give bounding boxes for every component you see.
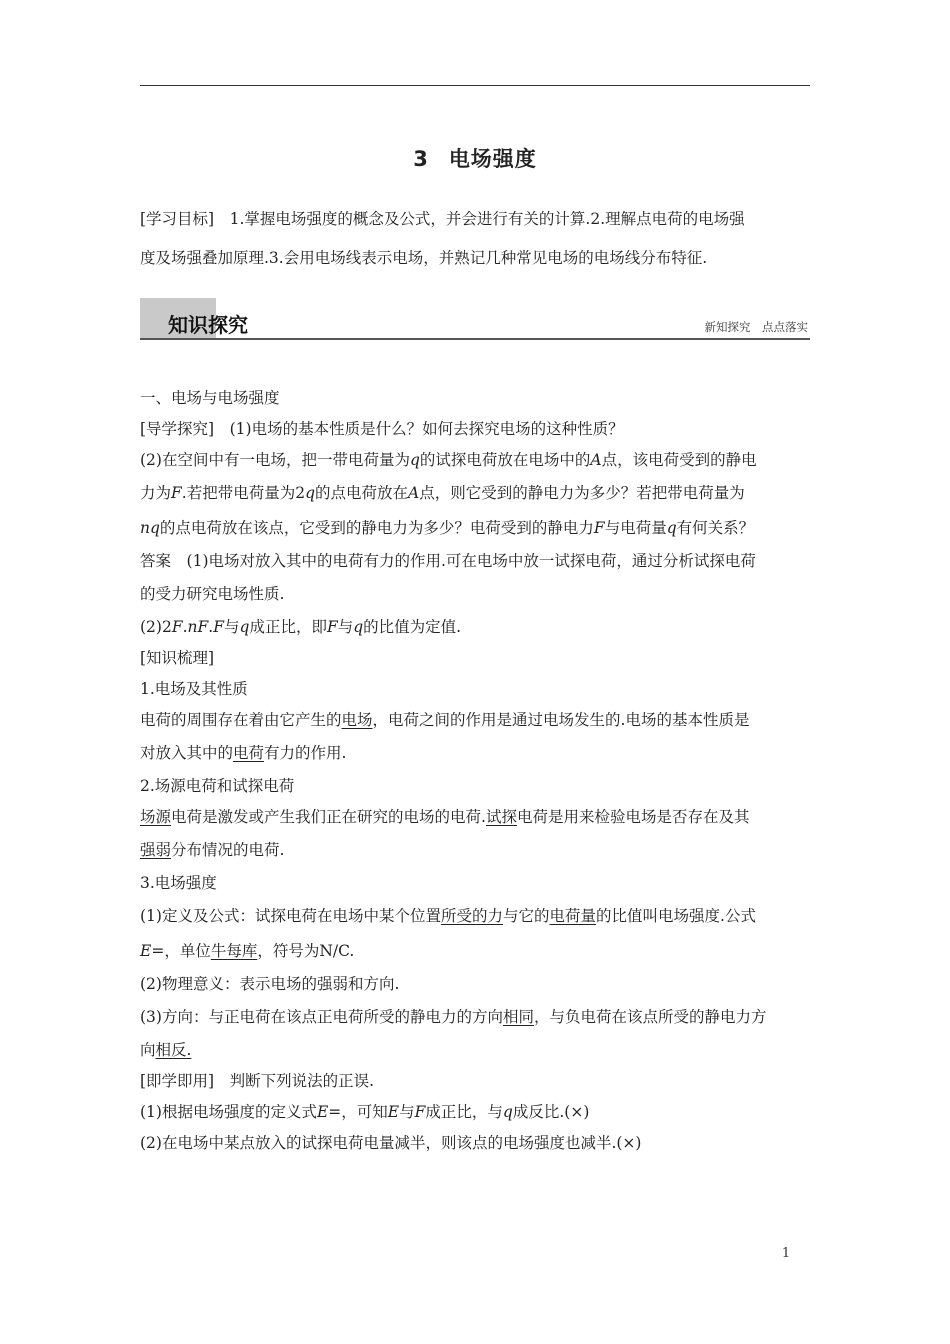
blank-answer: 牛每库	[210, 942, 258, 960]
chapter-number: 3	[413, 147, 429, 171]
text: (2)在空间中有一电场，把一带电荷量为	[140, 451, 410, 469]
text: 成正比，即	[249, 618, 327, 636]
blank-answer: 试探	[485, 808, 517, 826]
text: (1)根据电场强度的定义式	[140, 1103, 317, 1121]
text: 电荷的周围存在着由它产生的	[140, 711, 342, 729]
blank-answer: 所受的力	[440, 907, 503, 925]
var-q: q	[666, 519, 677, 537]
item3-title: 3.电场强度	[140, 874, 217, 892]
var-e: E	[140, 942, 152, 960]
guide-q1-text: (1)电场的基本性质是什么？如何去探究电场的这种性质？	[229, 420, 624, 438]
text: 成正比，与	[425, 1103, 503, 1121]
var-q: q	[409, 451, 420, 469]
text: (3)方向：与正电荷在该点正电荷所受的静电力的方向	[140, 1008, 503, 1026]
item1-line-2	[140, 736, 812, 771]
var-f: F	[414, 1103, 426, 1121]
text: 点，该电荷受到的静电	[601, 451, 757, 469]
text: 力为	[140, 484, 172, 502]
var-a: A	[590, 451, 602, 469]
var-nf: nF	[187, 618, 209, 636]
text: (1)定义及公式：试探电荷在电场中某个位置	[140, 907, 441, 925]
var-f: F	[213, 618, 224, 636]
answer-label: 答案	[140, 552, 172, 570]
guide-question-2-line-3	[140, 511, 812, 546]
var-f: F	[593, 519, 605, 537]
text: ，符号为N/C.	[257, 942, 355, 960]
text: ，与负电荷在该点所受的静电力方	[533, 1008, 767, 1026]
blank-answer: 相同	[502, 1008, 534, 1026]
guide-label: [导学探究]	[140, 420, 215, 438]
page-title	[0, 143, 950, 173]
blank-answer: 电荷量	[549, 907, 597, 925]
text: 判断下列说法的正误.	[229, 1072, 375, 1090]
blank-answer: 场源	[140, 808, 172, 826]
practice-label: [即学即用]	[140, 1072, 215, 1090]
var-f: F	[326, 618, 338, 636]
item1-title: 1.电场及其性质	[140, 680, 248, 698]
objectives-text-1: 1.掌握电场强度的概念及公式，并会进行有关的计算.2.理解点电荷的电场强	[229, 210, 745, 228]
knowledge-label: [知识梳理]	[140, 649, 215, 667]
var-e: E	[387, 1103, 400, 1121]
text: 与电荷量	[604, 519, 667, 537]
var-q: q	[239, 618, 250, 636]
var-e: E	[316, 1103, 329, 1121]
text: 有何关系？	[676, 519, 755, 537]
item3-direction-line-1	[140, 1000, 812, 1035]
var-nq: nq	[140, 519, 160, 537]
var-f: F	[171, 618, 183, 636]
item2-title: 2.场源电荷和试探电荷	[140, 777, 295, 795]
text: 分布情况的电荷.	[171, 841, 285, 859]
text: 电荷是用来检验电场是否存在及其	[516, 808, 750, 826]
text: ，电荷之间的作用是通过电场发生的.电场的基本性质是	[372, 711, 750, 729]
item3-meaning: (2)物理意义：表示电场的强弱和方向.	[140, 975, 400, 993]
item3-direction-line-2	[140, 1035, 812, 1066]
text: 的点电荷放在该点，它受到的静电力为多少？电荷受到的静电力	[159, 519, 594, 537]
item1-line-1	[140, 705, 812, 736]
answer-line-2: 的受力研究电场性质.	[140, 585, 285, 603]
practice-question-2: (2)在电场中某点放入的试探电荷电量减半，则该点的电场强度也减半.(×)	[140, 1134, 642, 1152]
text: 点，则它受到的静电力为多少？若把带电荷量为	[419, 484, 745, 502]
objectives-text-2: 度及场强叠加原理.3.会用电场线表示电场，并熟记几种常见电场的电场线分布特征.	[140, 249, 708, 267]
blank-answer: 电场	[341, 711, 373, 729]
var-q: q	[305, 484, 316, 502]
practice-prompt	[140, 1066, 812, 1097]
guide-question-1	[140, 414, 812, 445]
var-a: A	[408, 484, 420, 502]
practice-question-1	[140, 1097, 812, 1128]
text: .	[208, 618, 214, 636]
guide-question-2-line-1	[140, 445, 812, 476]
text: 成反比.(×)	[512, 1103, 590, 1121]
text: (1)电场对放入其中的电荷有力的作用.可在电场中放一试探电荷，通过分析试探电荷	[186, 552, 756, 570]
text: 电荷是激发或产生我们正在研究的电场的电荷.	[171, 808, 486, 826]
item2-line-2	[140, 833, 812, 868]
objectives-label: [学习目标]	[140, 210, 215, 228]
text: 与它的	[502, 907, 550, 925]
text: 有力的作用.	[264, 744, 347, 762]
blank-answer: 相反.	[155, 1041, 192, 1059]
page-number: 1	[781, 1246, 791, 1261]
blank-answer: 强弱	[140, 841, 172, 859]
band-rule	[140, 338, 810, 340]
header-rule	[140, 85, 810, 86]
learning-objectives	[140, 200, 812, 278]
main-content	[140, 383, 812, 1159]
text: =，单位	[151, 942, 211, 960]
text: 向	[140, 1041, 156, 1059]
text: 与	[399, 1103, 415, 1121]
var-q: q	[353, 618, 364, 636]
band-subtitle: 新知探究 点点落实	[704, 320, 808, 334]
item2-line-1	[140, 802, 812, 833]
section-band	[140, 298, 810, 342]
text: 与	[337, 618, 354, 636]
var-q: q	[502, 1103, 513, 1121]
var-f: F	[171, 484, 182, 502]
band-title: 知识探究	[168, 313, 248, 337]
text: .	[182, 618, 188, 636]
text: 的比值为定值.	[363, 618, 462, 636]
item3-definition-line-1	[140, 899, 812, 934]
text: 对放入其中的	[140, 744, 234, 762]
objectives-line-1	[140, 200, 812, 239]
text: 的试探电荷放在电场中的	[419, 451, 591, 469]
item3-definition-line-2	[140, 934, 812, 969]
text: 的点电荷放在	[315, 484, 409, 502]
answer-line-3	[140, 612, 812, 643]
answer-line-1	[140, 546, 812, 577]
blank-answer: 电荷	[233, 744, 265, 762]
text: =，可知	[328, 1103, 388, 1121]
text: .若把带电荷量为2	[181, 484, 306, 502]
section-heading: 一、电场与电场强度	[140, 389, 280, 407]
guide-question-2-line-2	[140, 476, 812, 511]
text: 与	[223, 618, 240, 636]
chapter-title: 电场强度	[448, 147, 537, 171]
text: (2)2	[140, 618, 172, 636]
text: 的比值叫电场强度.公式	[596, 907, 756, 925]
